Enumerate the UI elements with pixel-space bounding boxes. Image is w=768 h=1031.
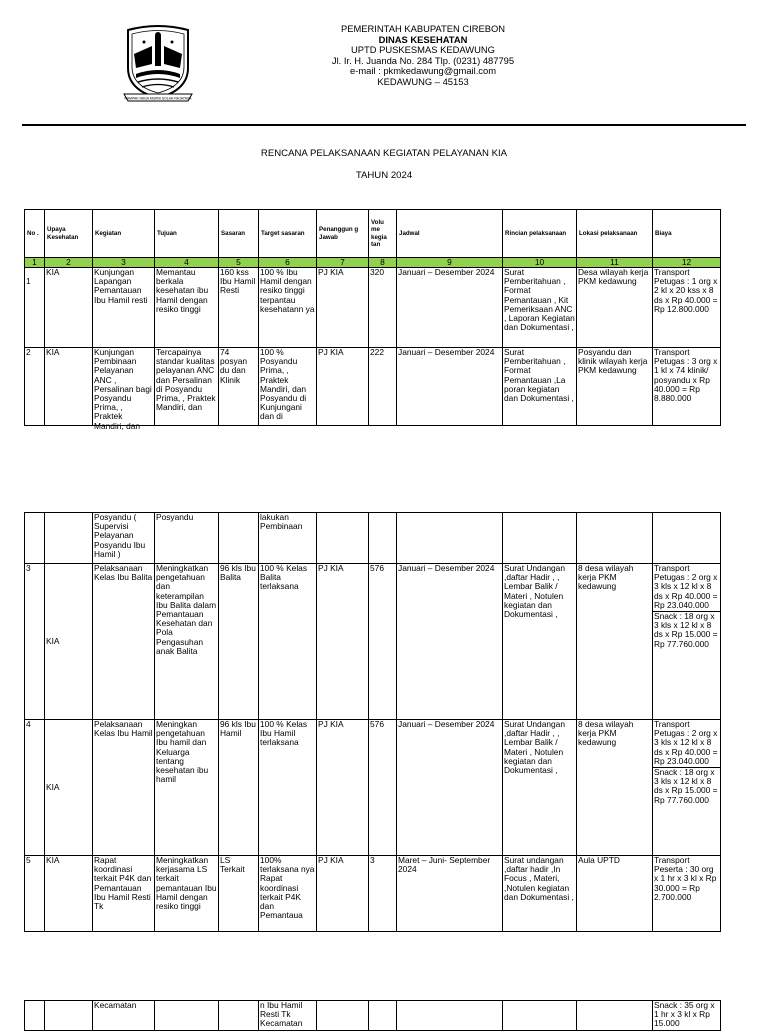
cell-lokasi [577,1001,653,1031]
col-number: 7 [317,258,369,268]
cell-volume: 320 [369,268,397,348]
cell-lokasi [577,513,653,564]
cell-pj [317,1001,369,1031]
cell-pj: PJ KIA [317,564,369,720]
table-row [25,268,721,348]
cell-rincian [503,513,577,564]
cell-no: 3 [25,564,45,720]
email: e-mail : pkmkedawung@gmail.com [349,65,497,77]
cell-biaya [653,564,721,720]
header-tujuan: Tujuan [155,210,219,258]
col-number: 4 [155,258,219,268]
cell-sasaran: 96 kls Ibu Balita [219,564,259,720]
cirebon-regency-crest-icon [122,24,194,104]
cell-tujuan: Posyandu [155,513,219,564]
postal-city: KEDAWUNG – 45153 [377,75,469,87]
cell-pj: PJ KIA [317,856,369,932]
document-title: RENCANA PELAKSANAAN KEGIATAN PELAYANAN KIA [260,148,508,159]
table-row [25,720,721,856]
cell-kegiatan: Rapat koordinasi terkait P4K dan Pemantauan Ibu Hamil Resti Tk [93,856,155,932]
header-no: No . [25,210,45,258]
col-number: 12 [653,258,721,268]
cell-no: 1 [25,268,45,348]
cell-rincian: Surat Pemberitahuan , Format Pemantauan , Kit Pemeriksaan ANC , Laporan Kegiatan dan Dokumentasi , [503,268,577,348]
cell-upaya: KIA [45,564,93,720]
activity-plan-table-page-2 [24,512,721,932]
activity-plan-table-page-3 [24,1000,721,1031]
cell-kegiatan: Kecamatan [93,1001,155,1031]
cell-no: 5 [25,856,45,932]
cell-volume: 222 [369,348,397,426]
cell-jadwal: Januari – Desember 2024 [397,564,503,720]
cell-kegiatan: Pelaksanaan Kelas Ibu Hamil [93,720,155,856]
cell-pj [317,513,369,564]
cell-tujuan: Meningkatkan pengetahuan dan keterampilan Ibu Balita dalam Pemantauan Kesehatan dan Pola Pengasuhan anak Balita [155,564,219,720]
cell-biaya: Transport Peserta : 30 org x 1 hr x 3 kl x Rp 30.000 = Rp 2.700.000 [653,856,721,932]
cell-upaya: KIA [45,856,93,932]
cell-tujuan: Memantau berkala kesehatan ibu Hamil dengan resiko tinggi [155,268,219,348]
letterhead-text [290,24,556,88]
table-row [25,856,721,932]
cell-pj: PJ KIA [317,348,369,426]
cell-pj: PJ KIA [317,268,369,348]
cell-upaya: KIA [45,268,93,348]
cell-rincian: Surat Undangan ,daftar Hadir , , Lembar Balik / Materi , Notulen kegiatan dan Dokumentasi , [503,564,577,720]
cell-lokasi: Posyandu dan klinik wilayah kerja PKM kedawung [577,348,653,426]
cell-pj: PJ KIA [317,720,369,856]
cell-volume [369,1001,397,1031]
col-number: 10 [503,258,577,268]
unit-name: UPTD PUSKESMAS KEDAWUNG [351,44,495,56]
cell-tujuan: Meningkan pengetahuan Ibu hamil dan Keluarga tentang kesehatan ibu hamil [155,720,219,856]
col-number: 5 [219,258,259,268]
activity-plan-table-page-1 [24,209,721,431]
header-kegiatan: Kegiatan [93,210,155,258]
header-pj: Penanggun g Jawab [317,210,369,258]
cell-target: n Ibu Hamil Resti Tk Kecamatan [259,1001,317,1031]
cell-rincian [503,1001,577,1031]
cell-rincian: Surat Pemberitahuan , Format Pemantauan ,La poran kegiatan dan Dokumentasi , [503,348,577,426]
cell-jadwal: Januari – Desember 2024 [397,720,503,856]
column-number-row [25,258,721,268]
table-row [25,348,721,426]
cell-rincian: Surat undangan ,daftar hadir ,In Focus , Materi, ,Notulen kegiatan dan Dokumentasi , [503,856,577,932]
cell-kegiatan: Kunjungan Lapangan Pemantauan Ibu Hamil resti [93,268,155,348]
cell-target: lakukan Pembinaan [259,513,317,564]
biaya-snack: Snack : 18 org x 3 kls x 12 kl x 8 ds x Rp 15.000 = Rp 77.760.000 [653,611,720,649]
col-number: 1 [25,258,45,268]
table-row-continued [25,1001,721,1031]
agency-name: DINAS KESEHATAN [378,33,468,45]
cell-kegiatan: Posyandu ( Supervisi Pelayanan Posyandu Ibu Hamil ) [93,513,155,564]
cell-target: 100 % Posyandu Prima, , Praktek Mandiri, dan Posyandu di Kunjungani dan di [259,348,317,426]
cell-jadwal [397,1001,503,1031]
cell-upaya [45,1001,93,1031]
cell-sasaran [219,513,259,564]
letterhead-divider [22,124,746,126]
cell-lokasi: Aula UPTD [577,856,653,932]
col-number: 2 [45,258,93,268]
cell-volume: 3 [369,856,397,932]
address: Jl. Ir. H. Juanda No. 284 Tlp. (0231) 487795 [331,54,515,66]
cell-biaya [653,513,721,564]
biaya-snack: Snack : 18 org x 3 kls x 12 kl x 8 ds x Rp 15.000 = Rp 77.760.000 [653,767,720,805]
header-jadwal: Jadwal [397,210,503,258]
col-number: 9 [397,258,503,268]
cell-no [25,513,45,564]
cell-lokasi: 8 desa wilayah kerja PKM kedawung [577,564,653,720]
cell-tujuan: Meningkatkan kerjasama LS terkait pemantauan Ibu Hamil dengan resiko tinggi [155,856,219,932]
cell-volume: 576 [369,720,397,856]
biaya-transport: Transport Petugas : 2 org x 3 kls x 12 kl x 8 ds x Rp 40.000 = Rp 23.040.000 [654,719,718,766]
cell-rincian: Surat Undangan ,daftar Hadir , , Lembar Balik / Materi , Notulen kegiatan dan Dokumentasi , [503,720,577,856]
header-biaya: Biaya [653,210,721,258]
col-number: 11 [577,258,653,268]
cell-lokasi: Desa wilayah kerja PKM kedawung [577,268,653,348]
cell-biaya: Transport Petugas : 1 org x 2 kl x 20 kss x 8 ds x Rp 40.000 = Rp 12.800.000 [653,268,721,348]
col-number: 3 [93,258,155,268]
cell-tujuan: Tercapainya standar kualitas pelayanan ANC dan Persalinan di Posyandu Prima, , Praktek Mandiri, dan [155,348,219,426]
cell-target: 100 % Ibu Hamil dengan resiko tinggi terpantau kesehatann ya [259,268,317,348]
cell-jadwal: Januari – Desember 2024 [397,268,503,348]
cell-no: 2 [25,348,45,426]
header-sasaran: Sasaran [219,210,259,258]
cell-sasaran: 160 kss Ibu Hamil Resti [219,268,259,348]
government-name: PEMERINTAH KABUPATEN CIREBON [340,23,506,34]
table-row [25,564,721,720]
cell-jadwal: Januari – Desember 2024 [397,348,503,426]
header-lokasi: Lokasi pelaksanaan [577,210,653,258]
cell-biaya: Snack : 35 org x 1 hr x 3 kl x Rp 15.000 [653,1001,721,1031]
cell-target: 100 % Kelas Balita terlaksana [259,564,317,720]
cell-kegiatan: Kunjungan Pembinaan Pelayanan ANC , Persalinan bagi Posyandu Prima, , Praktek Mandiri, dan [93,348,155,426]
table-row-continued [25,513,721,564]
cell-target: 100% terlaksana nya Rapat koordinasi terkait P4K dan Pemantaua [259,856,317,932]
cell-jadwal: Maret – Juni- September 2024 [397,856,503,932]
cell-lokasi: 8 desa wilayah kerja PKM kedawung [577,720,653,856]
header-upaya: Upaya Kesehatan [45,210,93,258]
header-target: Target sasaran [259,210,317,258]
biaya-transport: Transport Petugas : 2 org x 3 kls x 12 kl x 8 ds x Rp 40.000 = Rp 23.040.000 [654,563,718,610]
cell-jadwal [397,513,503,564]
cell-upaya: KIA [45,720,93,856]
cell-upaya [45,513,93,564]
cell-sasaran: LS Terkait [219,856,259,932]
cell-no: 4 [25,720,45,856]
cell-kegiatan: Pelaksanaan Kelas Ibu Balita [93,564,155,720]
header-rincian: Rincian pelaksanaan [503,210,577,258]
document-year: TAHUN 2024 [355,170,413,181]
cell-upaya: KIA [45,348,93,426]
col-number: 6 [259,258,317,268]
cell-sasaran: 74 posyan du dan Klinik [219,348,259,426]
table-header-row [25,210,721,258]
svg-text:RAMPAK NAGA MURNI SOLAH RAJAYA: RAMPAK NAGA MURNI SOLAH RAJAYASA [124,96,192,101]
cell-sasaran: 96 kls Ibu Hamil [219,720,259,856]
cell-target: 100 % Kelas Ibu Hamil terlaksana [259,720,317,856]
cell-sasaran [219,1001,259,1031]
col-number: 8 [369,258,397,268]
cell-no [25,1001,45,1031]
letterhead [0,0,768,130]
header-volume: Volu me kegia tan [369,210,397,258]
cell-biaya [653,720,721,856]
cell-volume: 576 [369,564,397,720]
cell-biaya: Transport Petugas : 3 org x 1 kl x 74 klinik/ posyandu x Rp 40.000 = Rp 8.880.000 [653,348,721,426]
cell-tujuan [155,1001,219,1031]
cell-volume [369,513,397,564]
